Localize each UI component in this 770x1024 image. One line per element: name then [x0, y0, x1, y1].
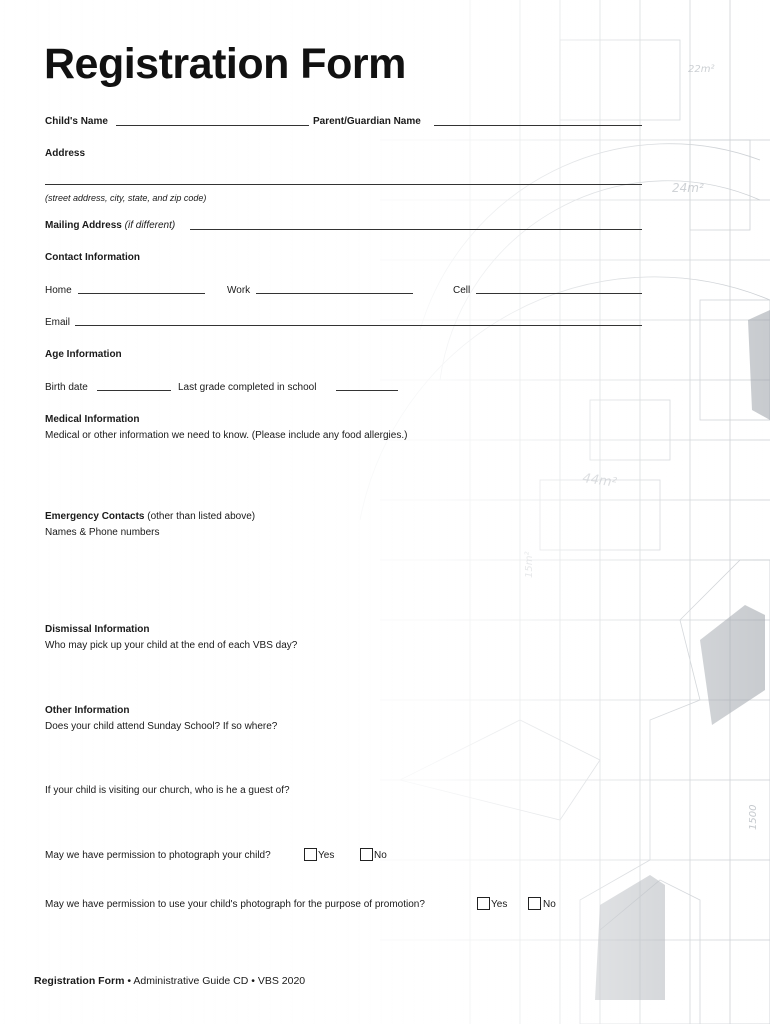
dismissal-prompt: Who may pick up your child at the end of each VBS day?	[45, 640, 298, 651]
cell-label: Cell	[453, 285, 471, 296]
promo-permission-prompt: May we have permission to use your child's photograph for the purpose of promotion?	[45, 899, 425, 910]
photo-yes-checkbox[interactable]	[304, 848, 317, 861]
emergency-prompt: Names & Phone numbers	[45, 527, 160, 538]
page-footer: Registration Form • Administrative Guide CD • VBS 2020	[34, 975, 306, 987]
cell-phone-field[interactable]	[476, 293, 642, 294]
promo-no-checkbox[interactable]	[528, 897, 541, 910]
photo-no-label: No	[374, 850, 387, 861]
other-heading: Other Information	[45, 705, 130, 716]
promo-no-label: No	[543, 899, 556, 910]
childs-name-field[interactable]	[116, 125, 309, 126]
work-label: Work	[227, 285, 251, 296]
photo-permission-prompt: May we have permission to photograph your child?	[45, 850, 271, 861]
medical-prompt: Medical or other information we need to know. (Please include any food allergies.)	[45, 430, 408, 441]
promo-yes-checkbox[interactable]	[477, 897, 490, 910]
medical-heading: Medical Information	[45, 414, 140, 425]
dismissal-heading: Dismissal Information	[45, 624, 150, 635]
mailing-address-label: Mailing Address (if different)	[45, 220, 176, 231]
last-grade-label: Last grade completed in school	[178, 382, 317, 393]
email-label: Email	[45, 317, 71, 328]
photo-yes-label: Yes	[318, 850, 335, 861]
email-field[interactable]	[75, 325, 642, 326]
emergency-heading: Emergency Contacts (other than listed above)	[45, 511, 256, 522]
address-label: Address	[45, 148, 86, 159]
parent-name-field[interactable]	[434, 125, 642, 126]
birth-date-field[interactable]	[97, 390, 171, 391]
sunday-school-prompt: Does your child attend Sunday School? If so where?	[45, 721, 278, 732]
address-field[interactable]	[45, 184, 642, 185]
home-phone-field[interactable]	[78, 293, 205, 294]
birth-date-label: Birth date	[45, 382, 88, 393]
work-phone-field[interactable]	[256, 293, 413, 294]
page-title: Registration Form	[44, 40, 406, 88]
home-label: Home	[45, 285, 72, 296]
photo-no-checkbox[interactable]	[360, 848, 373, 861]
promo-yes-label: Yes	[491, 899, 508, 910]
childs-name-label: Child's Name	[45, 116, 108, 127]
contact-heading: Contact Information	[45, 252, 140, 263]
parent-name-label: Parent/Guardian Name	[313, 116, 421, 127]
visiting-prompt: If your child is visiting our church, who is he a guest of?	[45, 785, 290, 796]
mailing-address-field[interactable]	[190, 229, 642, 230]
age-heading: Age Information	[45, 349, 122, 360]
address-hint: (street address, city, state, and zip code)	[45, 193, 207, 203]
last-grade-field[interactable]	[336, 390, 398, 391]
